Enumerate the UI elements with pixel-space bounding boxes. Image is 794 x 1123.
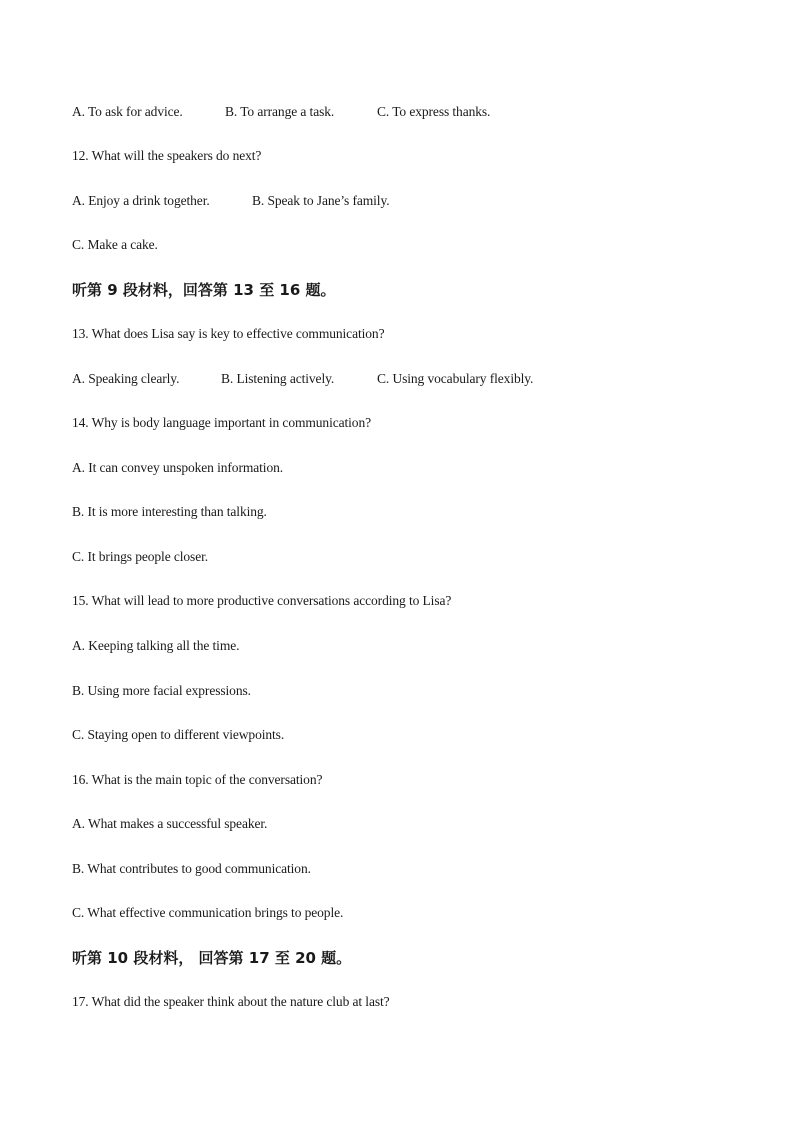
q12-option-a: A. Enjoy a drink together.: [72, 193, 210, 208]
q13-question: 13. What does Lisa say is key to effective communication?: [72, 326, 385, 341]
section-9-heading: 听第 9 段材料，回答第 13 至 16 题。: [72, 281, 336, 299]
q14-option-a: A. It can convey unspoken information.: [72, 460, 284, 475]
q15-option-b: B. Using more facial expressions.: [72, 683, 251, 698]
q11-option-b: B. To arrange a task.: [225, 104, 335, 119]
q16-question: 16. What is the main topic of the conversation?: [72, 772, 323, 787]
q11-option-a: A. To ask for advice.: [72, 104, 183, 119]
q12-option-c: C. Make a cake.: [72, 237, 158, 252]
q12-option-b: B. Speak to Jane’s family.: [252, 193, 390, 208]
q11-option-c: C. To express thanks.: [377, 104, 491, 119]
q14-option-c: C. It brings people closer.: [72, 549, 209, 564]
q13-option-c: C. Using vocabulary flexibly.: [377, 371, 534, 386]
q16-option-b: B. What contributes to good communication.: [72, 861, 311, 876]
q13-option-b: B. Listening actively.: [221, 371, 335, 386]
q17-question: 17. What did the speaker think about the nature club at last?: [72, 994, 390, 1009]
q15-option-c: C. Staying open to different viewpoints.: [72, 727, 285, 742]
q14-option-b: B. It is more interesting than talking.: [72, 504, 267, 519]
q16-option-c: C. What effective communication brings to people.: [72, 905, 344, 920]
q12-question: 12. What will the speakers do next?: [72, 148, 262, 163]
q13-option-a: A. Speaking clearly.: [72, 371, 180, 386]
q15-option-a: A. Keeping talking all the time.: [72, 638, 240, 653]
q16-option-a: A. What makes a successful speaker.: [72, 816, 268, 831]
section-10-heading: 听第 10 段材料， 回答第 17 至 20 题。: [72, 949, 352, 967]
q14-question: 14. Why is body language important in communication?: [72, 415, 371, 430]
q15-question: 15. What will lead to more productive conversations according to Lisa?: [72, 593, 452, 608]
